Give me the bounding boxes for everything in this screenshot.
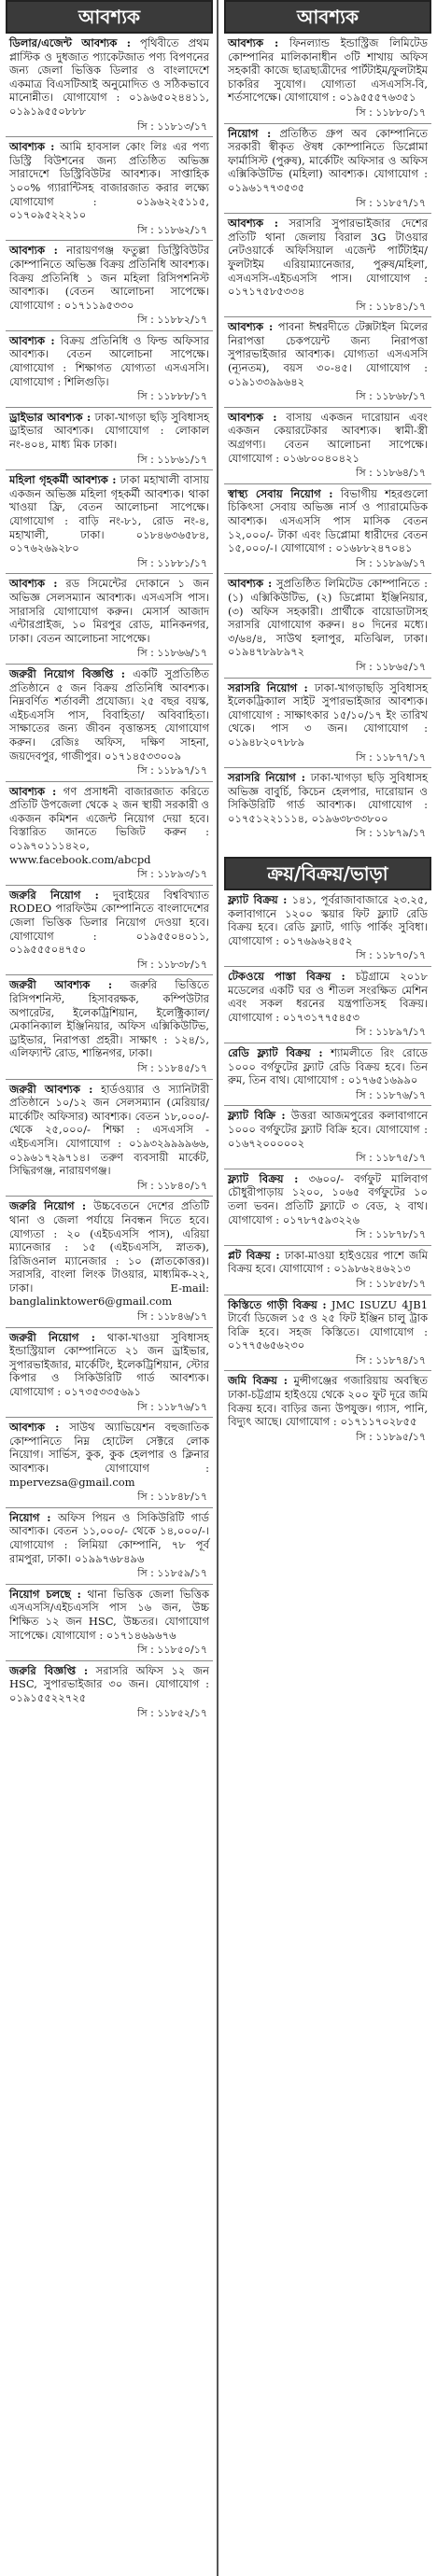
- ad-heading: জরুরী নিয়োগ :: [9, 1330, 95, 1344]
- classified-ad: [224, 34, 431, 123]
- ad-code: সি : ১১৮৮২/১৭: [137, 314, 207, 327]
- classified-ad: [224, 1169, 431, 1245]
- right-column: [224, 0, 431, 1447]
- ad-code: সি : ১১৮৯৬/১৭: [356, 556, 426, 569]
- ad-body: বিক্রয় প্রতিনিধি ও ফিল্ড অফিসার আবশ্যক। বেতন আলোচনা সাপেক্ষে। যোগাযোগ : শিক্ষাগত যোগ্যতা এসএসসি। যোগাযোগ : শিলিগুড়ি।: [9, 333, 209, 388]
- ad-body: ঢাকা-মাওয়া হাইওয়ের পাশে জমি বিক্রয় হবে। যোগাযোগ : ০১৯৮৬২৪৬২১৩: [228, 1248, 429, 1276]
- ad-body: ৩৬০০/- বর্গফুট মালিবাগ চৌধুরীপাড়ায় ১২০০, ১০৬৫ বর্গফুটের ১০ তলা ভবন। প্রতিটি ফ্ল্যাটে ৩ বেড, ২ বাথ। যোগাযোগ : ০১৭৮৭৫৯৩২২৬: [228, 1171, 428, 1226]
- ad-code: সি : ১১৮৯৭/১৭: [356, 1026, 426, 1039]
- ad-body: ১৪১, পূর্বরাজাবাজারে ২৩.২৫, কলাবাগানে ১২০০ স্কয়ার ফিট ফ্ল্যাট রেডি বিক্রয় হবে। রেডি ফ্ল্যাট, গাড়ি পার্কিং সুবিধা। যোগাযোগ : ০১৭৬৯৬২৪৫২: [228, 893, 428, 947]
- ad-body: হার্ডওয়্যার ও স্যানিটারী প্রতিষ্ঠানে ১০/১২ জন সেলসম্যান (মেরিয়ার/মার্কেটিং অফিসার) আবশ্যক। বেতন ১৮,০০০/- থেকে ২৫,০০০/- শিক্ষা : এসএসসি - এইচএসসি। যোগাযোগ : ০১৯৩২৯৯৯৯৬৬, ০১৯৬১৭২৯৭১৪। তরুণ ব্যবসায়ী মার্কেট, সিদ্ধিরগঞ্জ, নারায়ণগঞ্জ।: [9, 1082, 209, 1178]
- ad-code: সি : ১১৮৬২/১৭: [137, 223, 207, 236]
- ad-body: উত্তরা আজমপুরের কলাবাগানে ১০০০ বর্গফুটের ফ্ল্যাট বিক্রি হবে। যোগাযোগ : ০১৬৭২০০০০০২: [228, 1109, 428, 1150]
- ad-code: সি : ১১৮৪১/১৭: [356, 300, 426, 313]
- ad-body: মুন্সীগঞ্জের গজারিয়ায় অবস্থিত ঢাকা-চট্টগ্রাম হাইওয়ে থেকে ২০০ ফুট দূরে জমি বিক্রয় হবে। বাড়ির জন্য উপযুক্ত। গ্যাস, পানি, বিদ্যুৎ আছে। যোগাযোগ : ০১৭১১৭০২৮৫৫: [228, 1374, 428, 1429]
- ad-code: সি : ১১৮৭৮/১৭: [356, 1228, 426, 1241]
- section-header-wanted: আবশ্যক: [6, 0, 213, 34]
- classified-ad: [6, 1327, 213, 1418]
- ad-body: একটি সুপ্রতিষ্ঠিত প্রতিষ্ঠানে ৫ জন বিক্রয় প্রতিনিধি আবশ্যক। নিম্নবর্ণিত শর্তাবলী প্রযোজ্য। ২৫ বছর বয়স্ক, এইচএসসি পাস, বিবাহিতা/ অবিবাহিতা। সাক্ষাতের জন্য জীবন বৃত্তান্তসহ যোগাযোগ করুন। রেজিঃ অফিস, দক্ষিণ সাহনা, জয়দেবপুর, গাজীপুর। ০১৭১৪৫৩৩০০৯: [9, 666, 209, 763]
- ad-heading: আবশ্যক :: [228, 217, 278, 231]
- classified-ad: [224, 966, 431, 1043]
- section-header-buy-sell-rent: ক্রয়/বিক্রয়/ভাড়া: [224, 857, 431, 890]
- ad-heading: জরুরি বিজ্ঞপ্তি :: [9, 1663, 89, 1677]
- classified-ad: [224, 316, 431, 407]
- classified-ad: [6, 664, 213, 781]
- classified-ad: [6, 1079, 213, 1197]
- ad-heading: জমি বিক্রয় :: [228, 1374, 288, 1388]
- classified-ad: [6, 1417, 213, 1507]
- ad-code: সি : ১১৮৪৮/১৭: [137, 1491, 207, 1504]
- ad-heading: জরুরী আবশ্যক :: [9, 978, 113, 992]
- ad-code: সি : ১১৮৬১/১৭: [137, 453, 207, 466]
- classified-ad: [6, 1584, 213, 1660]
- ad-heading: ফ্ল্যাট বিক্রয় :: [228, 1171, 299, 1185]
- classified-ad: [6, 1660, 213, 1723]
- ad-heading: আবশ্যক :: [9, 140, 55, 154]
- classified-ad: [6, 240, 213, 330]
- ad-code: সি : ১১৮৩৮/১৭: [137, 958, 207, 971]
- ad-body: ঢাকা মহাখালী বাসায় একজন অভিজ্ঞ মহিলা গৃহকর্মী আবশ্যক। থাকা খাওয়া ফ্রি, বেতন আলোচনা সাপেক্ষে। যোগাযোগ : বাড়ি নং-৮১, রোড নং-৪, মহাখালী, ঢাকা। ০১৮৪৬৩৬৫৮৪, ০১৭৬২৬৯২৮০: [9, 473, 209, 555]
- classified-ad: [224, 1370, 431, 1447]
- classified-ad: [224, 407, 431, 483]
- ad-body: থাকা-খাওয়া সুবিধাসহ ইন্ডাস্ট্রিয়াল কোম্পানিতে ২১ জন ড্রাইভার, সুপারভাইজার, মার্কেটিং, ইলেকট্রিশিয়ান, স্টোর কিপার ও সিকিউরিটি গার্ড আবশ্যক। যোগাযোগ : ০১৭৩৫৩৩৫৬৯১: [9, 1330, 209, 1399]
- classified-ad: [224, 483, 431, 574]
- ad-body: চট্টগ্রামে ২০১৮ মডেলের একটি ঘর ও শীতল সংরক্ষিত মেশিন এবং সকল ধরনের যন্ত্রপাতিসহ বিক্রয়। যোগাযোগ : ০১৭৩১৭৭৫৪৫৩: [228, 970, 429, 1024]
- classified-ad: [224, 1245, 431, 1295]
- classified-ad: [224, 573, 431, 677]
- sale-ad-list: [224, 890, 431, 1447]
- classified-ad: [224, 767, 431, 844]
- ad-code: সি : ১১৮৭৯/১৭: [356, 827, 426, 840]
- ad-heading: আবশ্যক :: [9, 784, 57, 798]
- ad-heading: টেকওয়ে পাস্তা বিক্রয় :: [228, 970, 345, 984]
- ad-body: শ্যামলীতে রিং রোডে ১০০০ বর্গফুটের ফ্ল্যাট রেডি বিক্রয় হবে। তিন রুম, তিন বাথ। যোগাযোগ : ০১৭৬৫১৬৯৯০: [228, 1046, 429, 1087]
- ad-code: সি : ১১৮৬৮/১৭: [356, 390, 426, 403]
- ad-body: অফিস পিয়ন ও সিকিউরিটি গার্ড আবশ্যক। বেতন ১১,০০০/- থেকে ১৪,০০০/-। যোগাযোগ : লিমিয়া কোম্পানি, ৭৮ পূর্ব রামপুরা, ঢাকা। ০১৯৯৭৬৮৪৯৬: [9, 1510, 210, 1565]
- left-ad-list: [6, 34, 213, 1723]
- ad-heading: রেডি ফ্ল্যাট বিক্রয় :: [228, 1046, 323, 1059]
- ad-body: গণ প্রসাধনী বাজারজাত করিতে প্রতিটি উপজেলা থেকে ২ জন স্থায়ী সরকারী ও একজন কমিশন এজেন্ট নিয়োগ দেয়া হবে। বিস্তারিত জানতে ভিজিট করুন : ০১৯৭০১১১৪২০, www.facebook.com/abcpd: [9, 784, 210, 866]
- classified-ad: [6, 136, 213, 240]
- ad-code: সি : ১১৮৪৫/১৭: [137, 1061, 207, 1074]
- ad-heading: আবশ্যক :: [228, 320, 274, 334]
- classified-ad: [6, 885, 213, 975]
- right-ad-list: [224, 34, 431, 844]
- classified-ad: [6, 974, 213, 1078]
- ad-code: সি : ১১৮১৩/১৭: [137, 119, 207, 133]
- ad-heading: ফ্ল্যাট বিক্রয় :: [228, 893, 288, 907]
- ad-heading: প্লট বিক্রয় :: [228, 1248, 280, 1262]
- ad-code: সি : ১১৮৫৯/১৭: [137, 1567, 207, 1580]
- ad-code: সি : ১১৮৭৬/১৭: [137, 1400, 207, 1413]
- ad-code: সি : ১১৮৫৭/১৭: [356, 196, 426, 209]
- ad-code: সি : ১১৮৪০/১৭: [137, 1179, 207, 1192]
- ad-code: সি : ১১৮৬৫/১৭: [356, 660, 426, 673]
- ad-heading: আবশ্যক :: [228, 410, 277, 424]
- classified-ad: [224, 123, 431, 214]
- ad-heading: ডিলার/এজেন্ট আবশ্যক :: [9, 36, 131, 49]
- ad-body: ঢাকা-খাগড়াছড়ি সুবিধাসহ ইলেকট্রিক্যাল সাইট সুপারভাইজার আবশ্যক। যোগাযোগ : সাক্ষাৎকার ১৫/১০/১৭ ইং তারিখ থেকে। পাস ৩ জন। যোগাযোগ : ০১৯৪৮২০৭৮৮৯: [228, 680, 429, 749]
- ad-heading: কিস্তিতে গাড়ী বিক্রয় :: [228, 1297, 327, 1311]
- ad-body: JMC ISUZU 4JB1 টার্বো ডিজেল ১৫ ও ২৫ ফিট ইঞ্জিন চালু ট্রাক বিক্রি হবে। সহজ কিস্তিতে। যোগাযোগ : ০১৭৭৫৬৫৬২৩০: [228, 1297, 429, 1352]
- ad-heading: নিয়োগ চলছে :: [9, 1587, 81, 1601]
- column-divider: [217, 0, 218, 2576]
- ad-heading: ফ্ল্যাট বিক্রি :: [228, 1109, 286, 1123]
- ad-heading: আবশ্যক :: [9, 333, 55, 347]
- ad-heading: আবশ্যক :: [228, 36, 279, 49]
- ad-code: সি : ১১৮৯৭/১৭: [137, 764, 207, 777]
- ad-heading: জরুরি নিয়োগ :: [9, 1199, 87, 1213]
- classified-ad: [224, 890, 431, 966]
- ad-heading: জরুরী নিয়োগ বিজ্ঞপ্তি :: [9, 666, 126, 680]
- ad-body: প্রতিষ্ঠিত গ্রুপ অব কোম্পানিতে সরকারী স্বীকৃত ঔষধ কোম্পানিতে ডিপ্লোমা ফার্মাসিস্ট (পুরুষ), মার্কেটিং অফিসার ও অফিস এক্সিকিউটিভ (মহিলা) আবশ্যক। যোগাযোগ : ০১৯৬১৭৭৩৫৩৫: [228, 126, 429, 194]
- left-column: [6, 0, 213, 1723]
- ad-heading: আবশ্যক :: [9, 1421, 60, 1435]
- classified-ad: [6, 330, 213, 407]
- ad-body: উচ্চবেতনে দেশের প্রতিটি থানা ও জেলা পর্যায়ে নিবন্ধন দিতে হবে। যোগ্যতা : ২০ (এইচএসসি পাস), এরিয়া ম্যানেজার : ১৫ (এইচএসসি, স্নাতক), রিজিওনাল ম্যানেজার : ১০ (স্নাতকোত্তর)। সরাসরি, বাংলা লিংক টাওয়ার, মাধ্যমিক-২২, ঢাকা। E-mail: banglalinktower6@gmail.com: [9, 1199, 210, 1309]
- ad-body: রড সিমেন্টের দোকানে ১ জন অভিজ্ঞ সেলসম্যান আবশ্যক। এসএসসি পাস। সারাসরি যোগাযোগ করুন। মেসার্স আজাদ এন্টারপ্রাইজ, ১০ মিরপুর রোড, মানিকনগর, ঢাকা। বেতন আলোচনা সাপেক্ষে।: [9, 577, 210, 645]
- ad-heading: আবশ্যক :: [228, 577, 273, 591]
- section-header-wanted-right: আবশ্যক: [224, 0, 431, 34]
- ad-body: ঢাকা-খাগড়া ছড়ি সুবিধাসহ অভিজ্ঞ বাবুর্চি, কিচেন হেলপার, দারোয়ান ও সিকিউরিটি গার্ড আবশ্যক। যোগাযোগ : ০১৭৫১২২১১১৪, ০১৯৬৩৮৩৩৮০০: [228, 771, 429, 825]
- ad-code: সি : ১১৮৭৪/১৭: [356, 1353, 426, 1366]
- ad-code: সি : ১১৮৯৩/১৭: [137, 868, 207, 881]
- ad-code: সি : ১১৮৮৮/১৭: [137, 390, 207, 403]
- ad-code: সি : ১১৮৯৫/১৭: [356, 1430, 426, 1443]
- classified-ad: [224, 1105, 431, 1168]
- ad-body: সরাসরি সুপারভাইজার দেশের প্রতিটি থানা জেলায় বিরাল 3G টাওয়ার নেটওয়ার্কে অফিসিয়াল এজেন্ট পার্টটাইম/ফুলটাইম এরিয়াম্যানেজার, পুরুষ/মহিলা, এসএসসি-এইচএসসি পাস। যোগাযোগ : ০১৭১৭৫৮৫৩৩৪: [228, 217, 429, 299]
- classified-ad: [6, 1196, 213, 1326]
- ad-heading: স্বাস্থ্য সেবায় নিয়োগ :: [228, 486, 333, 500]
- classified-ad: [6, 1507, 213, 1584]
- ad-body: পৃথিবীতে প্রথম প্লাস্টিক ও দুধজাত প্যাকেটজাত পণ্য বিপণনের জন্য জেলা ভিত্তিক ডিলার ও বাংলাদেশে একমাত্র বিএসটিআই অনুমোদিত ও সঠিকভাবে মানোন্নীত। যোগাযোগ : ০১৯৬৫০২৪৪১১, ০১৯১৯৫৫০৮৮৮: [9, 36, 209, 118]
- ad-body: জরুরি ভিত্তিতে রিসিপশনিস্ট, হিসাবরক্ষক, কম্পিউটার অপারেটর, ইলেকট্রিশিয়ান, ইলেক্ট্রিক্যাল/মেকানিক্যাল ইঞ্জিনিয়ার, অফিস এক্সিকিউটিভ, ড্রাইভার, নিরাপত্তা প্রহরী। সাক্ষাৎ : ১২৪/১, এলিফ্যান্ট রোড, শান্তিনগর, ঢাকা।: [9, 978, 209, 1060]
- ad-heading: ড্রাইভার আবশ্যক :: [9, 410, 92, 424]
- classified-ad: [224, 1043, 431, 1105]
- ad-code: সি : ১১৮৮০/১৭: [356, 105, 426, 119]
- ad-body: আমি হাবসাল কোং লিঃ এর পণ্য ডিস্ট্রি বিউশনের জন্য প্রতিষ্ঠিত অভিজ্ঞ সারাদেশে ডিস্ট্রিবিউটর আবশ্যক। সাপ্তাহিক ১০০% গ্যারান্টিসহ বাজারজাত করার লক্ষ্যে যোগাযোগ : ০১৯৬২২৫১১৫, ০১৭০৯৫২২২১০: [9, 140, 209, 222]
- classified-ad: [224, 678, 431, 768]
- ad-code: সি : ১১৮৭৫/১৭: [356, 1152, 426, 1165]
- ad-code: সি : ১১৮৫৮/১৭: [356, 1277, 426, 1290]
- ad-body: ফিনল্যান্ড ইন্ডাস্ট্রিজ লিমিটেড কোম্পানির মালিকানাধীন ৩টি শাখায় অফিস সহকারী কাজে ছাত্রছাত্রীদের পার্টটাইম/ফুলটাইম চাকরির সুযোগ। যোগ্যতা এসএসসি-বি, শর্তসাপেক্ষে। যোগাযোগ : ০১৯৫৫৫৭৬৩৫১: [228, 36, 428, 105]
- ad-body: বাসায় একজন দারোয়ান এবং একজন কেয়ারটেকার আবশ্যক। স্বামী-স্ত্রী অগ্রগণ্য। বেতন আলোচনা সাপেক্ষে। যোগাযোগ : ০১৬৮০০৪০৪২১: [228, 410, 428, 465]
- classified-ad: [6, 34, 213, 136]
- section-gap: [224, 844, 431, 857]
- ad-body: সরাসরি অফিস ১২ জন HSC, সুপারভাইজার ৩০ জন। যোগাযোগ : ০১৯১৫৫২২৭২৫: [9, 1663, 210, 1704]
- ad-body: নারায়ণগঞ্জ ফতুল্লা ডিস্ট্রিবিউটর কোম্পানিতে অভিজ্ঞ বিক্রয় প্রতিনিধি আবশ্যক। বিক্রয় প্রতিনিধি ১ জন মহিলা রিসিপশনিস্ট আবশ্যক। (বেতন আলোচনা সাপেক্ষে। যোগাযোগ : ০১৭১১৯৫৩৩০: [9, 244, 210, 312]
- ad-heading: আবশ্যক :: [9, 577, 58, 591]
- ad-body: ঢাকা-খাগড়া ছড়ি সুবিধাসহ ড্রাইভার আবশ্যক। যোগাযোগ : লোকাল নং-৪০৪, মাধ্য মিক ঢাকা।: [9, 410, 210, 452]
- ad-heading: নিয়োগ :: [9, 1510, 51, 1524]
- ad-body: সুপ্রতিষ্ঠিত লিমিটেড কোম্পানিতে : (১) এক্সিকিউটিভ, (২) ডিপ্লোমা ইঞ্জিনিয়ার, (৩) অফিস সহকারী। প্রার্থীকে বায়োডাটাসহ সরাসরি যোগাযোগ করুন। ৪০ দিনের মধ্যে। ৩/৬৪/৪, সাউথ হলাপুর, মতিঝিল, ঢাকা। ০১৯৪৭৮৯৮৯৭২: [228, 577, 429, 659]
- ad-body: সাউথ অ্যাভিয়েশন বহুজাতিক কোম্পানিতে নিম্ন হোটেল সেক্টরে লোক নিয়োগ। সার্ভিস, কুক, কুক হেলপার ও ক্লিনার আবশ্যক। যোগাযোগ : mpervezsa@gmail.com: [9, 1421, 209, 1489]
- classified-ad: [6, 573, 213, 664]
- ad-body: থানা ভিত্তিক জেলা ভিত্তিক এসএসসি/এইচএসসি পাস ১৬ জন, উচ্চ শিক্ষিত ১২ জন HSC, উচ্চতর। যোগাযোগ সাপেক্ষে। যোগাযোগ : ০১৭১৪৬৯৬৭৬: [9, 1587, 209, 1642]
- ad-code: সি : ১১৮৭৬/১৭: [356, 1088, 426, 1101]
- ad-code: সি : ১১৮৮১/১৭: [137, 556, 207, 569]
- ad-code: সি : ১১৮৫২/১৭: [137, 1706, 207, 1719]
- classified-ad: [224, 1295, 431, 1371]
- ad-heading: সরাসরি নিয়োগ :: [228, 771, 305, 785]
- ad-code: সি : ১১৮৫০/১৭: [137, 1644, 207, 1657]
- ad-body: বিভাগীয় শহরগুলো চিকিৎসা সেবায় অভিজ্ঞ নার্স ও প্যারামেডিক আবশ্যক। এসএসসি পাস মাসিক বেতন ১২,০০০/- টাকা এবং ডিপ্লোমা ধারীদের বেতন ১৫,০০০/-। যোগাযোগ : ০১৬৮৮২৪৭০৪১: [228, 486, 429, 555]
- ad-heading: আবশ্যক :: [9, 244, 58, 258]
- classified-ad: [6, 781, 213, 885]
- classified-ad: [6, 469, 213, 573]
- ad-heading: সরাসরি নিয়োগ :: [228, 680, 308, 694]
- ad-code: সি : ১১৮৬৬/১৭: [137, 647, 207, 660]
- classified-ad: [224, 213, 431, 316]
- ad-heading: নিয়োগ :: [228, 126, 272, 140]
- ad-code: সি : ১১৮৭০/১৭: [356, 949, 426, 962]
- ad-heading: জরুরি নিয়োগ :: [9, 888, 99, 902]
- ad-code: সি : ১১৮৪৬/১৭: [137, 1310, 207, 1323]
- ad-body: দুবাইয়ের বিশ্ববিখ্যাত RODEO পারফিউম কোম্পানিতে বাংলাদেশের জেলা ভিত্তিক ডিলার নিয়োগ দেওয়া হবে। যোগাযোগ : ০১৯৫৫০৪০১১, ০১৯৫৫৫০৪৭৫০: [9, 888, 209, 957]
- ad-heading: মহিলা গৃহকর্মী আবশ্যক :: [9, 473, 117, 487]
- ad-code: সি : ১১৮৬৪/১৭: [356, 467, 426, 480]
- classified-ad: [6, 407, 213, 469]
- ad-code: সি : ১১৮৭৭/১৭: [356, 750, 426, 763]
- ad-body: পাবনা ঈশ্বরদীতে টেক্সটাইল মিলের নিরাপত্তা চেকপয়েন্ট জন্য নিরাপত্তা সুপারভাইজার আবশ্যক। যোগ্যতা এসএসসি (ন্যূনতম), বয়স ৩০-৪৫। যোগাযোগ : ০১৯১৩৩৯৯৬৪২: [228, 320, 428, 388]
- ad-heading: জরুরী আবশ্যক :: [9, 1082, 93, 1096]
